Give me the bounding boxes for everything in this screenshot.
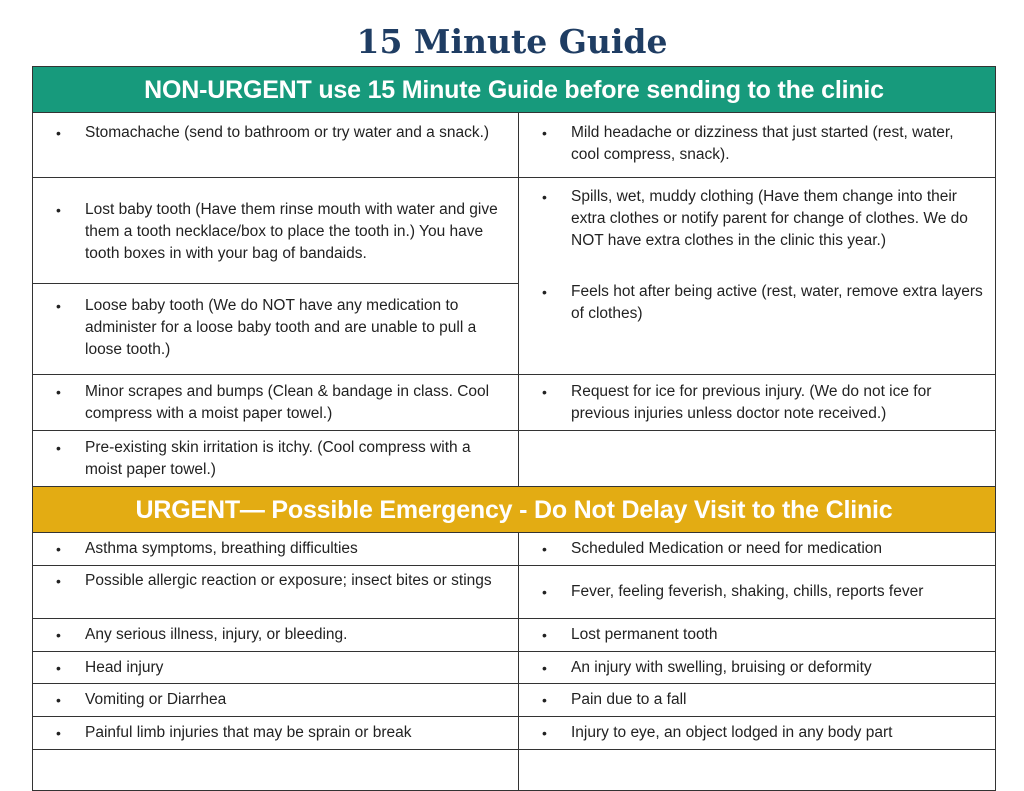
guide-item: Pain due to a fall	[571, 691, 687, 708]
bullet-icon: •	[56, 201, 61, 218]
guide-table-container	[32, 66, 995, 791]
table-row	[33, 178, 996, 284]
table-cell	[33, 284, 519, 375]
table-cell	[519, 375, 996, 431]
bullet-icon: •	[56, 541, 61, 557]
table-cell	[519, 533, 996, 566]
table-cell	[33, 178, 519, 284]
guide-item: Lost baby tooth (Have them rinse mouth with water and give them a tooth necklace/box to place the tooth in.) You have tooth boxes in with your bag of bandaids.	[85, 200, 498, 262]
bullet-icon: •	[542, 383, 547, 400]
table-cell	[519, 619, 996, 652]
bullet-icon: •	[542, 627, 547, 643]
guide-table	[32, 66, 996, 791]
guide-item: Scheduled Medication or need for medication	[571, 540, 883, 557]
bullet-icon: •	[542, 541, 547, 557]
guide-item: Spills, wet, muddy clothing (Have them change into their extra clothes or notify parent for change of clothes. We do NOT have extra clothes in the clinic this year.)	[571, 188, 968, 249]
non-urgent-header: NON-URGENT use 15 Minute Guide before sending to the clinic	[33, 67, 996, 113]
guide-item: Lost permanent tooth	[571, 626, 718, 643]
guide-item: Feels hot after being active (rest, water, remove extra layers of clothes)	[571, 283, 983, 322]
guide-item: Possible allergic reaction or exposure; insect bites or stings	[85, 572, 492, 589]
guide-item: Stomachache (send to bathroom or try water and a snack.)	[85, 124, 490, 141]
bullet-icon: •	[542, 659, 547, 676]
table-cell	[519, 113, 996, 178]
guide-item: Mild headache or dizziness that just started (rest, water, cool compress, snack).	[571, 124, 954, 163]
page-title: 15 Minute Guide	[356, 22, 668, 61]
bullet-icon: •	[56, 659, 61, 676]
bullet-icon: •	[56, 439, 61, 456]
bullet-icon: •	[56, 725, 61, 741]
bullet-icon: •	[56, 627, 61, 643]
guide-item: Minor scrapes and bumps (Clean & bandage in class. Cool compress with a moist paper towel.)	[85, 382, 490, 422]
table-cell	[33, 533, 519, 566]
non-urgent-header-row	[33, 67, 996, 113]
bullet-icon: •	[542, 284, 547, 300]
guide-item: Request for ice for previous injury. (We do not ice for previous injuries unless doctor note received.)	[571, 382, 932, 422]
table-row	[33, 431, 996, 487]
table-row	[33, 619, 996, 652]
table-row	[33, 684, 996, 717]
table-row	[33, 652, 996, 684]
table-cell	[33, 431, 519, 487]
bullet-icon: •	[542, 584, 547, 600]
guide-item: Loose baby tooth (We do NOT have any medication to administer for a loose baby tooth and are unable to pull a loose tooth.)	[85, 297, 477, 358]
table-cell	[33, 113, 519, 178]
table-cell-empty	[519, 431, 996, 487]
bullet-icon: •	[56, 573, 61, 589]
bullet-icon: •	[56, 298, 61, 314]
bullet-icon: •	[542, 725, 547, 741]
bullet-icon: •	[542, 189, 547, 205]
table-row	[33, 375, 996, 431]
bullet-icon: •	[542, 692, 547, 708]
urgent-header-row	[33, 487, 996, 533]
guide-item: Head injury	[85, 658, 164, 676]
table-cell	[519, 684, 996, 717]
table-row-partial	[33, 750, 996, 791]
bullet-icon: •	[56, 125, 61, 141]
table-cell	[519, 178, 996, 375]
table-cell	[33, 375, 519, 431]
guide-item: Asthma symptoms, breathing difficulties	[85, 540, 358, 557]
guide-item: Vomiting or Diarrhea	[85, 691, 227, 708]
guide-item: Injury to eye, an object lodged in any body part	[571, 724, 893, 741]
guide-item: An injury with swelling, bruising or deformity	[571, 658, 872, 676]
guide-item: Any serious illness, injury, or bleeding.	[85, 626, 348, 643]
table-cell	[33, 619, 519, 652]
bullet-icon: •	[56, 692, 61, 708]
bullet-icon: •	[542, 125, 547, 141]
guide-item: Painful limb injuries that may be sprain or break	[85, 724, 412, 741]
urgent-header: URGENT— Possible Emergency - Do Not Delay Visit to the Clinic	[33, 487, 996, 533]
table-cell	[519, 750, 996, 791]
table-cell	[33, 717, 519, 750]
bullet-icon: •	[56, 383, 61, 400]
table-cell	[33, 750, 519, 791]
guide-item: Pre-existing skin irritation is itchy. (Cool compress with a moist paper towel.)	[85, 438, 471, 478]
table-row	[33, 717, 996, 750]
guide-item: Fever, feeling feverish, shaking, chills, reports fever	[571, 583, 924, 600]
table-cell	[33, 652, 519, 684]
table-cell	[33, 684, 519, 717]
table-row	[33, 566, 996, 619]
table-row	[33, 113, 996, 178]
table-cell	[519, 566, 996, 619]
table-row	[33, 533, 996, 566]
table-cell	[519, 652, 996, 684]
table-cell	[519, 717, 996, 750]
table-cell	[33, 566, 519, 619]
